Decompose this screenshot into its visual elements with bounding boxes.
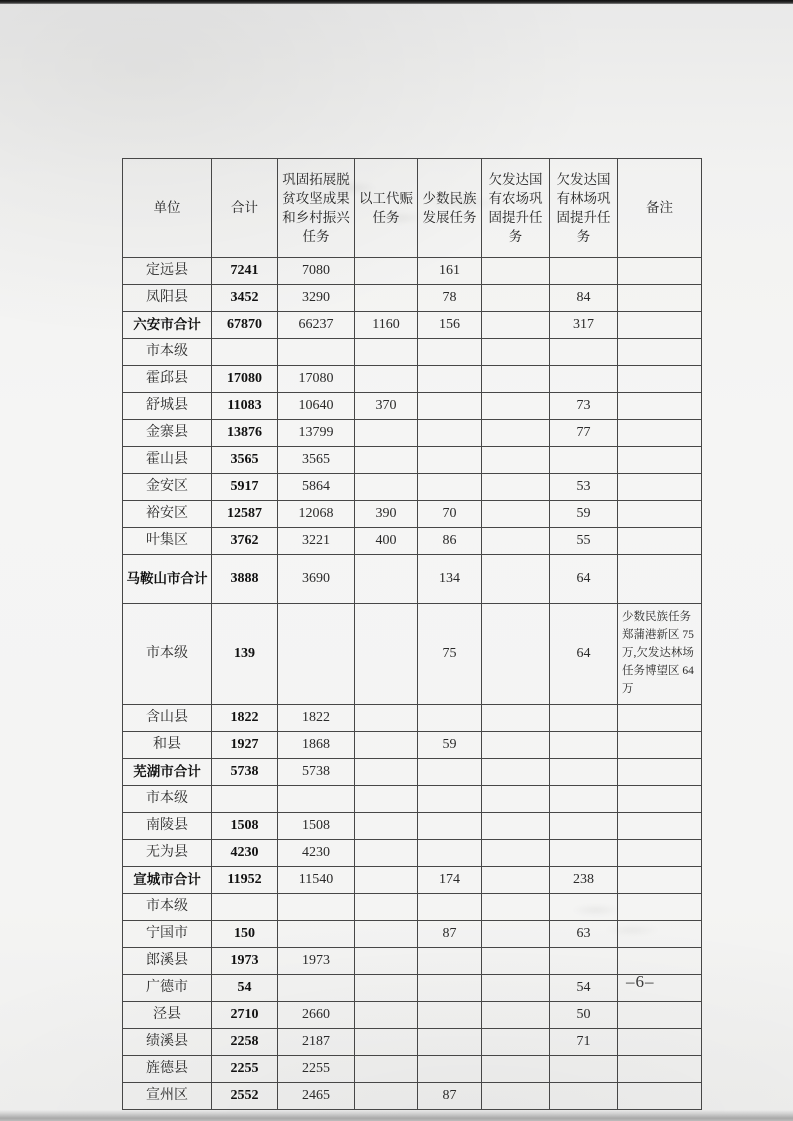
- remark-cell: [618, 555, 702, 604]
- unit-cell: 无为县: [123, 840, 212, 867]
- unit-cell: 马鞍山市合计: [123, 555, 212, 604]
- unit-cell: 南陵县: [123, 813, 212, 840]
- table-row: [123, 447, 702, 474]
- value-cell: 238: [550, 867, 618, 894]
- unit-cell: 金安区: [123, 474, 212, 501]
- total-cell: [212, 786, 278, 813]
- table-row: [123, 339, 702, 366]
- remark-cell: [618, 705, 702, 732]
- table-row: [123, 786, 702, 813]
- remark-cell: [618, 867, 702, 894]
- value-cell: [278, 339, 355, 366]
- table-row: [123, 975, 702, 1002]
- value-cell: [482, 447, 550, 474]
- col-header-poverty-task: 巩固拓展脱贫攻坚成果和乡村振兴任务: [278, 159, 355, 258]
- value-cell: [550, 366, 618, 393]
- value-cell: 64: [550, 604, 618, 705]
- value-cell: [482, 1083, 550, 1110]
- value-cell: [550, 258, 618, 285]
- value-cell: 400: [355, 528, 418, 555]
- value-cell: 50: [550, 1002, 618, 1029]
- table-row: [123, 1002, 702, 1029]
- table-row: [123, 501, 702, 528]
- value-cell: [278, 786, 355, 813]
- value-cell: 1508: [278, 813, 355, 840]
- value-cell: 78: [418, 285, 482, 312]
- value-cell: [482, 813, 550, 840]
- value-cell: [482, 1056, 550, 1083]
- unit-cell: 裕安区: [123, 501, 212, 528]
- unit-cell: 市本级: [123, 894, 212, 921]
- value-cell: 12068: [278, 501, 355, 528]
- remark-cell: [618, 474, 702, 501]
- value-cell: [482, 555, 550, 604]
- table-row: [123, 474, 702, 501]
- value-cell: [418, 705, 482, 732]
- value-cell: [355, 813, 418, 840]
- value-cell: [550, 894, 618, 921]
- value-cell: [355, 1002, 418, 1029]
- value-cell: 75: [418, 604, 482, 705]
- remark-cell: [618, 420, 702, 447]
- unit-cell: 宣州区: [123, 1083, 212, 1110]
- value-cell: [482, 867, 550, 894]
- unit-cell: 霍邱县: [123, 366, 212, 393]
- value-cell: [418, 786, 482, 813]
- value-cell: [418, 366, 482, 393]
- value-cell: 54: [550, 975, 618, 1002]
- total-cell: 1973: [212, 948, 278, 975]
- table-row: [123, 604, 702, 705]
- value-cell: [418, 975, 482, 1002]
- value-cell: [355, 786, 418, 813]
- value-cell: [278, 921, 355, 948]
- value-cell: [550, 813, 618, 840]
- value-cell: [482, 732, 550, 759]
- value-cell: 71: [550, 1029, 618, 1056]
- remark-cell: [618, 732, 702, 759]
- col-header-remark: 备注: [618, 159, 702, 258]
- value-cell: 2660: [278, 1002, 355, 1029]
- total-cell: 1508: [212, 813, 278, 840]
- total-cell: 2552: [212, 1083, 278, 1110]
- unit-cell: 泾县: [123, 1002, 212, 1029]
- unit-cell: 郎溪县: [123, 948, 212, 975]
- value-cell: 87: [418, 1083, 482, 1110]
- value-cell: [482, 975, 550, 1002]
- total-cell: 5738: [212, 759, 278, 786]
- value-cell: 13799: [278, 420, 355, 447]
- value-cell: [482, 528, 550, 555]
- remark-cell: [618, 786, 702, 813]
- value-cell: [550, 339, 618, 366]
- remark-cell: [618, 528, 702, 555]
- scan-edge-top: [0, 0, 793, 4]
- unit-cell: 含山县: [123, 705, 212, 732]
- table-row: [123, 420, 702, 447]
- total-cell: 67870: [212, 312, 278, 339]
- header-row: [123, 159, 702, 258]
- col-header-total: 合计: [212, 159, 278, 258]
- remark-cell: [618, 366, 702, 393]
- remark-cell: 少数民族任务郑蒲港新区 75 万,欠发达林场任务博望区 64 万: [618, 604, 702, 705]
- remark-cell: [618, 1002, 702, 1029]
- value-cell: [550, 759, 618, 786]
- table-row: [123, 1083, 702, 1110]
- table-row: [123, 555, 702, 604]
- col-header-minority-task: 少数民族发展任务: [418, 159, 482, 258]
- value-cell: [482, 705, 550, 732]
- value-cell: [550, 786, 618, 813]
- col-header-work-relief-task: 以工代赈任务: [355, 159, 418, 258]
- value-cell: [355, 1056, 418, 1083]
- value-cell: 84: [550, 285, 618, 312]
- remark-cell: [618, 1083, 702, 1110]
- value-cell: 390: [355, 501, 418, 528]
- unit-cell: 霍山县: [123, 447, 212, 474]
- value-cell: 174: [418, 867, 482, 894]
- value-cell: [355, 840, 418, 867]
- table-row: [123, 1029, 702, 1056]
- value-cell: [355, 921, 418, 948]
- remark-cell: [618, 1029, 702, 1056]
- remark-cell: [618, 447, 702, 474]
- value-cell: 11540: [278, 867, 355, 894]
- remark-cell: [618, 813, 702, 840]
- remark-cell: [618, 501, 702, 528]
- total-cell: 11083: [212, 393, 278, 420]
- table-row: [123, 285, 702, 312]
- value-cell: 1160: [355, 312, 418, 339]
- unit-cell: 和县: [123, 732, 212, 759]
- unit-cell: 市本级: [123, 604, 212, 705]
- remark-cell: [618, 393, 702, 420]
- unit-cell: 市本级: [123, 339, 212, 366]
- value-cell: [482, 258, 550, 285]
- unit-cell: 宣城市合计: [123, 867, 212, 894]
- remark-cell: [618, 894, 702, 921]
- value-cell: [482, 759, 550, 786]
- total-cell: 1822: [212, 705, 278, 732]
- value-cell: [355, 604, 418, 705]
- total-cell: 54: [212, 975, 278, 1002]
- value-cell: 2255: [278, 1056, 355, 1083]
- value-cell: 156: [418, 312, 482, 339]
- total-cell: [212, 894, 278, 921]
- unit-cell: 定远县: [123, 258, 212, 285]
- value-cell: [482, 420, 550, 447]
- value-cell: 2465: [278, 1083, 355, 1110]
- total-cell: 3452: [212, 285, 278, 312]
- value-cell: 1973: [278, 948, 355, 975]
- unit-cell: 宁国市: [123, 921, 212, 948]
- value-cell: 73: [550, 393, 618, 420]
- value-cell: [482, 366, 550, 393]
- value-cell: 1868: [278, 732, 355, 759]
- value-cell: [482, 1029, 550, 1056]
- value-cell: [355, 867, 418, 894]
- value-cell: [418, 948, 482, 975]
- value-cell: [550, 1056, 618, 1083]
- value-cell: [355, 1083, 418, 1110]
- unit-cell: 绩溪县: [123, 1029, 212, 1056]
- value-cell: [355, 759, 418, 786]
- table-row: [123, 528, 702, 555]
- value-cell: 370: [355, 393, 418, 420]
- value-cell: [482, 894, 550, 921]
- total-cell: [212, 339, 278, 366]
- unit-cell: 舒城县: [123, 393, 212, 420]
- total-cell: 7241: [212, 258, 278, 285]
- value-cell: 4230: [278, 840, 355, 867]
- value-cell: [418, 447, 482, 474]
- total-cell: 12587: [212, 501, 278, 528]
- total-cell: 5917: [212, 474, 278, 501]
- value-cell: [418, 339, 482, 366]
- value-cell: [482, 840, 550, 867]
- value-cell: [355, 1029, 418, 1056]
- total-cell: 2258: [212, 1029, 278, 1056]
- value-cell: [355, 285, 418, 312]
- unit-cell: 旌德县: [123, 1056, 212, 1083]
- value-cell: [550, 1083, 618, 1110]
- remark-cell: [618, 1056, 702, 1083]
- value-cell: [355, 258, 418, 285]
- unit-cell: 广德市: [123, 975, 212, 1002]
- value-cell: [355, 705, 418, 732]
- total-cell: 17080: [212, 366, 278, 393]
- value-cell: [482, 393, 550, 420]
- value-cell: [482, 312, 550, 339]
- value-cell: [418, 759, 482, 786]
- col-header-unit: 单位: [123, 159, 212, 258]
- total-cell: 3762: [212, 528, 278, 555]
- allocation-table: [122, 158, 702, 1110]
- total-cell: 3888: [212, 555, 278, 604]
- table-row: [123, 312, 702, 339]
- value-cell: [482, 501, 550, 528]
- table-row: [123, 894, 702, 921]
- value-cell: 17080: [278, 366, 355, 393]
- value-cell: 3221: [278, 528, 355, 555]
- value-cell: [550, 948, 618, 975]
- value-cell: [418, 840, 482, 867]
- value-cell: [482, 786, 550, 813]
- value-cell: 5738: [278, 759, 355, 786]
- value-cell: [550, 840, 618, 867]
- total-cell: 3565: [212, 447, 278, 474]
- table-row: [123, 867, 702, 894]
- table-row: [123, 813, 702, 840]
- value-cell: [482, 285, 550, 312]
- value-cell: [482, 474, 550, 501]
- value-cell: [278, 604, 355, 705]
- unit-cell: 六安市合计: [123, 312, 212, 339]
- value-cell: [418, 393, 482, 420]
- unit-cell: 芜湖市合计: [123, 759, 212, 786]
- value-cell: [355, 894, 418, 921]
- total-cell: 2710: [212, 1002, 278, 1029]
- remark-cell: [618, 948, 702, 975]
- value-cell: [355, 732, 418, 759]
- value-cell: 1822: [278, 705, 355, 732]
- value-cell: 3690: [278, 555, 355, 604]
- unit-cell: 金寨县: [123, 420, 212, 447]
- col-header-forest-task: 欠发达国有林场巩固提升任务: [550, 159, 618, 258]
- value-cell: [418, 420, 482, 447]
- value-cell: [550, 447, 618, 474]
- remark-cell: [618, 258, 702, 285]
- value-cell: [482, 948, 550, 975]
- value-cell: 66237: [278, 312, 355, 339]
- value-cell: 53: [550, 474, 618, 501]
- table-row: [123, 840, 702, 867]
- value-cell: 317: [550, 312, 618, 339]
- remark-cell: [618, 285, 702, 312]
- value-cell: [418, 1056, 482, 1083]
- value-cell: 77: [550, 420, 618, 447]
- value-cell: [355, 339, 418, 366]
- table-row: [123, 921, 702, 948]
- value-cell: [355, 447, 418, 474]
- table-row: [123, 1056, 702, 1083]
- remark-cell: [618, 339, 702, 366]
- table-body: [123, 258, 702, 1110]
- unit-cell: 凤阳县: [123, 285, 212, 312]
- value-cell: [418, 1029, 482, 1056]
- value-cell: [278, 975, 355, 1002]
- total-cell: 11952: [212, 867, 278, 894]
- table-row: [123, 258, 702, 285]
- value-cell: 59: [418, 732, 482, 759]
- unit-cell: 叶集区: [123, 528, 212, 555]
- value-cell: [278, 894, 355, 921]
- scan-edge-bottom: [0, 1110, 793, 1121]
- total-cell: 4230: [212, 840, 278, 867]
- value-cell: 2187: [278, 1029, 355, 1056]
- unit-cell: 市本级: [123, 786, 212, 813]
- value-cell: 63: [550, 921, 618, 948]
- table-row: [123, 393, 702, 420]
- value-cell: [418, 1002, 482, 1029]
- table-row: [123, 732, 702, 759]
- value-cell: [355, 420, 418, 447]
- value-cell: 86: [418, 528, 482, 555]
- total-cell: 150: [212, 921, 278, 948]
- value-cell: 7080: [278, 258, 355, 285]
- value-cell: [550, 705, 618, 732]
- value-cell: 10640: [278, 393, 355, 420]
- value-cell: [355, 366, 418, 393]
- col-header-farm-task: 欠发达国有农场巩固提升任务: [482, 159, 550, 258]
- table-row: [123, 948, 702, 975]
- value-cell: 87: [418, 921, 482, 948]
- value-cell: 161: [418, 258, 482, 285]
- total-cell: 2255: [212, 1056, 278, 1083]
- value-cell: [482, 1002, 550, 1029]
- value-cell: 3290: [278, 285, 355, 312]
- value-cell: [482, 339, 550, 366]
- remark-cell: [618, 921, 702, 948]
- table-row: [123, 759, 702, 786]
- remark-cell: [618, 312, 702, 339]
- remark-cell: [618, 759, 702, 786]
- value-cell: [482, 921, 550, 948]
- value-cell: [482, 604, 550, 705]
- value-cell: 64: [550, 555, 618, 604]
- value-cell: 3565: [278, 447, 355, 474]
- value-cell: [418, 813, 482, 840]
- table-row: [123, 366, 702, 393]
- page-number: –6–: [626, 972, 655, 991]
- value-cell: 5864: [278, 474, 355, 501]
- value-cell: [550, 732, 618, 759]
- value-cell: 55: [550, 528, 618, 555]
- value-cell: 59: [550, 501, 618, 528]
- value-cell: [418, 474, 482, 501]
- value-cell: 70: [418, 501, 482, 528]
- total-cell: 139: [212, 604, 278, 705]
- remark-cell: [618, 840, 702, 867]
- value-cell: [418, 894, 482, 921]
- value-cell: [355, 474, 418, 501]
- total-cell: 1927: [212, 732, 278, 759]
- value-cell: 134: [418, 555, 482, 604]
- value-cell: [355, 975, 418, 1002]
- value-cell: [355, 555, 418, 604]
- total-cell: 13876: [212, 420, 278, 447]
- value-cell: [355, 948, 418, 975]
- table-row: [123, 705, 702, 732]
